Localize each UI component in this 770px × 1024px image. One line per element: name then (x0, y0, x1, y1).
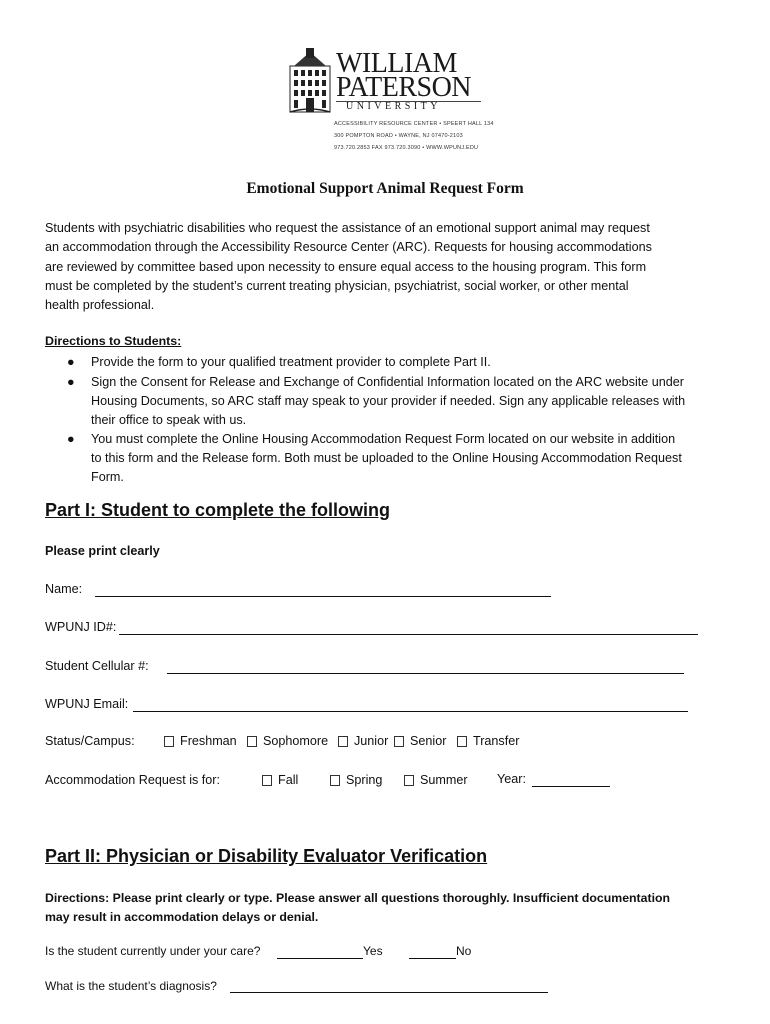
university-logo (288, 44, 494, 154)
checkbox-label: Fall (278, 773, 299, 787)
address-line-3: 973.720.2853 FAX 973.720.3090 • WWW.WPUNJ.EDU (334, 145, 479, 151)
checkbox-icon (247, 736, 257, 747)
checkbox-summer[interactable] (404, 773, 468, 787)
intro-line: an accommodation through the Accessibility Resource Center (ARC). Requests for housing accommodations (45, 240, 652, 255)
under-care-yes-field[interactable] (277, 946, 363, 959)
intro-line: are reviewed by committee based upon necessity to ensure equal access to the housing program. This form (45, 259, 647, 274)
address-line-2: 300 POMPTON ROAD • WAYNE, NJ 07470-2103 (334, 133, 463, 139)
checkbox-senior[interactable] (394, 734, 446, 748)
accommodation-request-label: Accommodation Request is for: (45, 773, 220, 787)
checkbox-transfer[interactable] (457, 734, 519, 748)
checkbox-icon (330, 775, 340, 786)
checkbox-icon (164, 736, 174, 747)
bullet-icon: ● (67, 375, 75, 389)
university-name-line2: PATERSON (336, 72, 472, 103)
wpunj-id-field[interactable] (119, 622, 698, 635)
checkbox-spring[interactable] (330, 773, 382, 787)
bullet-icon: ● (67, 432, 75, 446)
checkbox-junior[interactable] (338, 734, 388, 748)
checkbox-label: Transfer (473, 734, 520, 748)
checkbox-icon (338, 736, 348, 747)
part1-heading: Part I: Student to complete the following (45, 500, 390, 520)
wpunj-email-label: WPUNJ Email: (45, 697, 129, 711)
name-label: Name: (45, 582, 83, 596)
status-campus-label: Status/Campus: (45, 734, 135, 748)
university-name (336, 48, 472, 103)
print-clearly-note: Please print clearly (45, 544, 160, 558)
form-title: Emotional Support Animal Request Form (246, 180, 524, 197)
checkbox-fall[interactable] (262, 773, 298, 787)
under-care-question: Is the student currently under your care? (45, 944, 261, 958)
part2-directions-line1: Directions: Please print clearly or type. Please answer all questions thoroughly. Insufficient documentation (45, 891, 671, 905)
bullet-line: Provide the form to your qualified treatment provider to complete Part II. (91, 355, 491, 369)
building-seal-icon (288, 48, 332, 114)
intro-line: health professional. (45, 298, 155, 313)
checkbox-sophomore[interactable] (247, 734, 328, 748)
intro-line: must be completed by the student’s current treating physician, psychiatrist, social worker, or other mental (45, 278, 629, 293)
wpunj-email-field[interactable] (133, 699, 688, 712)
student-cell-field[interactable] (167, 661, 684, 674)
checkbox-label: Junior (354, 734, 389, 748)
bullet-line: their office to speak with us. (91, 413, 247, 427)
intro-line: Students with psychiatric disabilities who request the assistance of an emotional support animal may request (45, 221, 650, 235)
checkbox-icon (394, 736, 404, 747)
checkbox-freshman[interactable] (164, 734, 237, 748)
intro-paragraph (45, 219, 652, 315)
bullet-line: Housing Documents, so ARC staff may speak to your provider if needed. Sign any applicable releases with (91, 394, 686, 408)
directions-heading: Directions to Students: (45, 334, 182, 348)
university-name-line1: WILLIAM (336, 48, 457, 79)
checkbox-label: Spring (346, 773, 383, 787)
yes-label: Yes (363, 944, 383, 958)
part2-directions-line2: may result in accommodation delays or denial. (45, 910, 319, 924)
no-label: No (456, 944, 472, 958)
bullet-icon: ● (67, 355, 75, 369)
checkbox-icon (457, 736, 467, 747)
checkbox-icon (262, 775, 272, 786)
student-cell-label: Student Cellular #: (45, 659, 149, 673)
wpunj-id-label: WPUNJ ID#: (45, 620, 117, 634)
checkbox-icon (404, 775, 414, 786)
bullet-line: to this form and the Release form. Both must be uploaded to the Online Housing Accommodation Request (91, 451, 682, 465)
diagnosis-field[interactable] (230, 980, 548, 993)
part2-heading: Part II: Physician or Disability Evaluator Verification (45, 846, 488, 866)
year-field[interactable] (532, 774, 610, 787)
bullet-line: Form. (91, 470, 124, 484)
diagnosis-question: What is the student’s diagnosis? (45, 979, 217, 993)
bullet-line: Sign the Consent for Release and Exchange of Confidential Information located on the ARC website under (91, 375, 684, 389)
name-field[interactable] (95, 584, 551, 597)
year-label: Year: (497, 772, 526, 786)
checkbox-label: Summer (420, 773, 468, 787)
university-subtitle: UNIVERSITY (346, 101, 441, 112)
address-line-1: ACCESSIBILITY RESOURCE CENTER • SPEERT HALL 134 (334, 121, 494, 127)
checkbox-label: Freshman (180, 734, 237, 748)
checkbox-label: Senior (410, 734, 447, 748)
checkbox-label: Sophomore (263, 734, 329, 748)
bullet-line: You must complete the Online Housing Accommodation Request Form located on our website in addition (91, 432, 676, 446)
under-care-no-field[interactable] (409, 946, 456, 959)
